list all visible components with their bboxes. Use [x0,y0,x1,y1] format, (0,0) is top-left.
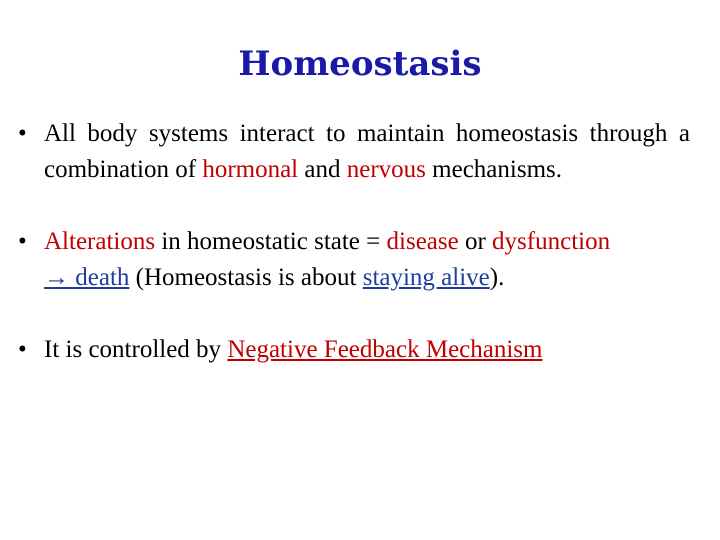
bullet-text: in homeostatic state = [155,228,387,255]
highlight-dysfunction: dysfunction [492,228,611,255]
bullet-text: ). [489,264,505,291]
highlight-negative-feedback: Negative Feedback Mechanism [227,336,543,363]
bullet-list [18,116,690,404]
title-text: Homeostasis [238,44,482,84]
bullet-item-systems [18,116,690,188]
bullet-text: or [458,228,493,255]
bullet-text: and [298,156,347,183]
bullet-icon: • [18,228,27,255]
slide-title [0,44,720,84]
highlight-hormonal: hormonal [202,156,299,183]
bullet-text: mechanisms. [425,156,562,183]
bullet-text: All body systems interact to maintain homeostasis through a combination of [44,120,690,183]
highlight-death: → death [44,264,130,291]
highlight-alterations: Alterations [44,228,156,255]
bullet-text: It is controlled by [44,336,228,363]
highlight-nervous: nervous [346,156,426,183]
bullet-icon: • [18,336,27,363]
bullet-item-negative-feedback [18,332,690,368]
bullet-item-alterations [18,224,690,296]
highlight-disease: disease [386,228,459,255]
bullet-text: (Homeostasis is about [129,264,363,291]
bullet-icon: • [18,120,27,147]
highlight-staying-alive: staying alive [362,264,490,291]
